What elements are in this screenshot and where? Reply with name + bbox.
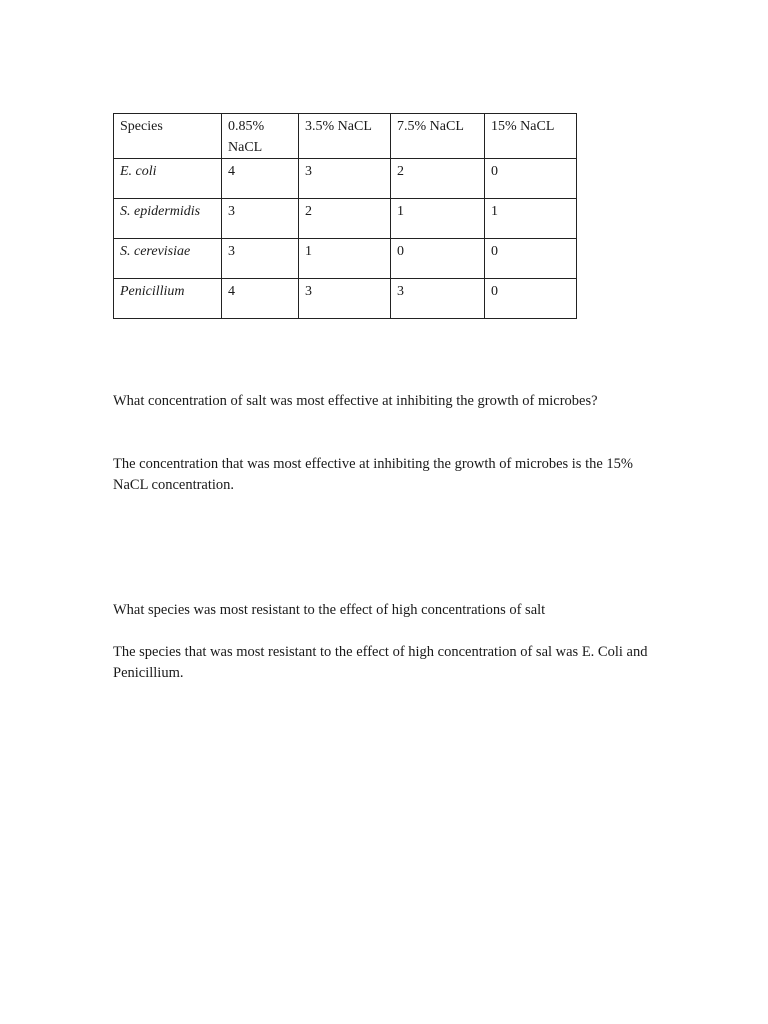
value-cell: 1 [485,199,577,239]
value-cell: 3 [222,199,299,239]
value-cell: 3 [299,159,391,199]
answer-2: The species that was most resistant to the effect of high concentration of sal was E. Coli and Penicillium. [113,644,648,681]
table-row [114,279,577,319]
value-cell: 1 [299,239,391,279]
value-cell: 2 [299,199,391,239]
species-cell: E. coli [114,159,222,199]
value-cell: 2 [391,159,485,199]
header-15-nacl: 15% NaCL [485,114,577,159]
table-row [114,199,577,239]
species-cell: Penicillium [114,279,222,319]
value-cell: 4 [222,279,299,319]
value-cell: 1 [391,199,485,239]
salt-tolerance-table [113,113,577,319]
value-cell: 0 [485,239,577,279]
value-cell: 0 [485,159,577,199]
table-header-row [114,114,577,159]
species-cell: S. epidermidis [114,199,222,239]
answer-1: The concentration that was most effective at inhibiting the growth of microbes is the 15% NaCL concentration. [113,456,633,493]
question-1: What concentration of salt was most effective at inhibiting the growth of microbes? [113,393,598,409]
question-2: What species was most resistant to the effect of high concentrations of salt [113,602,546,618]
value-cell: 3 [299,279,391,319]
species-cell: S. cerevisiae [114,239,222,279]
value-cell: 3 [222,239,299,279]
table-row [114,239,577,279]
header-3-5-nacl: 3.5% NaCL [299,114,391,159]
header-0-85-nacl: 0.85% NaCL [222,114,299,159]
value-cell: 0 [391,239,485,279]
header-7-5-nacl: 7.5% NaCL [391,114,485,159]
value-cell: 3 [391,279,485,319]
table-row [114,159,577,199]
value-cell: 4 [222,159,299,199]
value-cell: 0 [485,279,577,319]
header-species: Species [114,114,222,159]
